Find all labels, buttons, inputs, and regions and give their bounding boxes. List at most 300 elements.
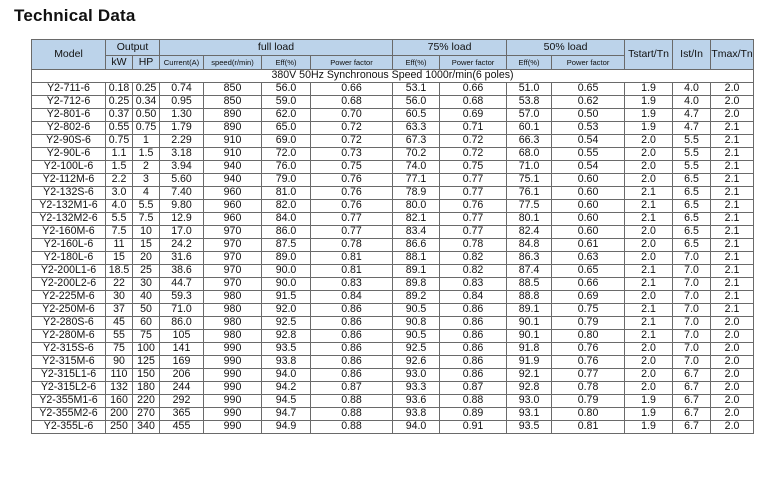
- cell-current: 12.9: [160, 213, 204, 226]
- cell-tstart: 2.0: [625, 343, 673, 356]
- cell-tmax: 2.0: [711, 96, 754, 109]
- cell-tmax: 2.1: [711, 161, 754, 174]
- cell-pf-50: 0.60: [552, 174, 625, 187]
- cell-pf-full: 0.72: [311, 122, 393, 135]
- cell-tstart: 2.1: [625, 213, 673, 226]
- header-tstart: Tstart/Tn: [625, 40, 673, 70]
- cell-eff-full: 92.5: [262, 317, 311, 330]
- cell-speed: 910: [204, 135, 262, 148]
- cell-current: 24.2: [160, 239, 204, 252]
- cell-pf-full: 0.76: [311, 187, 393, 200]
- cell-ist: 4.0: [673, 83, 711, 96]
- cell-ist: 7.0: [673, 278, 711, 291]
- cell-pf-75: 0.84: [440, 291, 507, 304]
- cell-eff-50: 82.4: [507, 226, 552, 239]
- cell-pf-50: 0.62: [552, 96, 625, 109]
- cell-eff-75: 93.6: [393, 395, 440, 408]
- cell-pf-75: 0.77: [440, 226, 507, 239]
- cell-tmax: 2.1: [711, 213, 754, 226]
- cell-kw: 2.2: [106, 174, 133, 187]
- cell-kw: 200: [106, 408, 133, 421]
- cell-eff-75: 94.0: [393, 421, 440, 434]
- cell-eff-75: 93.0: [393, 369, 440, 382]
- cell-pf-50: 0.79: [552, 395, 625, 408]
- cell-hp: 0.50: [133, 109, 160, 122]
- cell-pf-75: 0.78: [440, 239, 507, 252]
- cell-eff-50: 75.1: [507, 174, 552, 187]
- cell-eff-full: 62.0: [262, 109, 311, 122]
- cell-eff-full: 65.0: [262, 122, 311, 135]
- cell-current: 9.80: [160, 200, 204, 213]
- cell-pf-50: 0.53: [552, 122, 625, 135]
- cell-current: 44.7: [160, 278, 204, 291]
- cell-pf-75: 0.86: [440, 343, 507, 356]
- cell-tstart: 2.0: [625, 239, 673, 252]
- cell-pf-50: 0.60: [552, 187, 625, 200]
- cell-eff-full: 72.0: [262, 148, 311, 161]
- table-row: [32, 161, 754, 174]
- cell-kw: 55: [106, 330, 133, 343]
- cell-eff-50: 66.3: [507, 135, 552, 148]
- cell-model: Y2-280M-6: [32, 330, 106, 343]
- cell-pf-full: 0.81: [311, 252, 393, 265]
- technical-data-table: [31, 39, 754, 434]
- cell-tmax: 2.1: [711, 122, 754, 135]
- cell-hp: 125: [133, 356, 160, 369]
- header-row-groups: [32, 40, 754, 56]
- cell-pf-full: 0.70: [311, 109, 393, 122]
- cell-model: Y2-225M-6: [32, 291, 106, 304]
- cell-eff-50: 93.0: [507, 395, 552, 408]
- cell-pf-75: 0.91: [440, 421, 507, 434]
- table-row: [32, 109, 754, 122]
- cell-tstart: 1.9: [625, 122, 673, 135]
- cell-speed: 890: [204, 109, 262, 122]
- cell-kw: 0.75: [106, 135, 133, 148]
- cell-hp: 4: [133, 187, 160, 200]
- cell-eff-full: 94.2: [262, 382, 311, 395]
- cell-eff-50: 80.1: [507, 213, 552, 226]
- cell-kw: 0.18: [106, 83, 133, 96]
- cell-ist: 6.5: [673, 226, 711, 239]
- cell-eff-50: 91.8: [507, 343, 552, 356]
- cell-eff-full: 81.0: [262, 187, 311, 200]
- cell-kw: 18.5: [106, 265, 133, 278]
- cell-speed: 980: [204, 291, 262, 304]
- cell-model: Y2-200L1-6: [32, 265, 106, 278]
- cell-tmax: 2.1: [711, 291, 754, 304]
- cell-tstart: 2.1: [625, 317, 673, 330]
- cell-pf-50: 0.69: [552, 291, 625, 304]
- table-row: [32, 226, 754, 239]
- cell-speed: 960: [204, 200, 262, 213]
- header-full-load: full load: [160, 40, 393, 56]
- cell-eff-50: 89.1: [507, 304, 552, 317]
- header-output: Output: [106, 40, 160, 56]
- cell-current: 38.6: [160, 265, 204, 278]
- cell-hp: 3: [133, 174, 160, 187]
- header-speed: speed(r/min): [204, 56, 262, 70]
- cell-ist: 7.0: [673, 304, 711, 317]
- cell-tstart: 2.0: [625, 161, 673, 174]
- cell-hp: 1.5: [133, 148, 160, 161]
- cell-eff-full: 93.5: [262, 343, 311, 356]
- cell-speed: 940: [204, 161, 262, 174]
- cell-pf-full: 0.86: [311, 330, 393, 343]
- cell-eff-50: 92.1: [507, 369, 552, 382]
- table-row: [32, 356, 754, 369]
- table-row: [32, 278, 754, 291]
- cell-current: 365: [160, 408, 204, 421]
- cell-speed: 980: [204, 304, 262, 317]
- cell-eff-75: 56.0: [393, 96, 440, 109]
- cell-tmax: 2.0: [711, 83, 754, 96]
- cell-current: 206: [160, 369, 204, 382]
- table-row: [32, 304, 754, 317]
- cell-eff-50: 53.8: [507, 96, 552, 109]
- cell-eff-75: 93.3: [393, 382, 440, 395]
- cell-pf-full: 0.86: [311, 343, 393, 356]
- header-ist: Ist/In: [673, 40, 711, 70]
- cell-eff-75: 63.3: [393, 122, 440, 135]
- cell-eff-50: 87.4: [507, 265, 552, 278]
- header-pf-50: Power factor: [552, 56, 625, 70]
- table-row: [32, 317, 754, 330]
- cell-ist: 7.0: [673, 265, 711, 278]
- cell-hp: 0.75: [133, 122, 160, 135]
- cell-eff-full: 89.0: [262, 252, 311, 265]
- cell-pf-75: 0.69: [440, 109, 507, 122]
- cell-model: Y2-200L2-6: [32, 278, 106, 291]
- cell-ist: 7.0: [673, 343, 711, 356]
- cell-pf-50: 0.54: [552, 135, 625, 148]
- cell-speed: 990: [204, 382, 262, 395]
- cell-pf-50: 0.50: [552, 109, 625, 122]
- cell-kw: 15: [106, 252, 133, 265]
- cell-hp: 0.34: [133, 96, 160, 109]
- cell-pf-50: 0.75: [552, 304, 625, 317]
- cell-model: Y2-112M-6: [32, 174, 106, 187]
- cell-pf-75: 0.68: [440, 96, 507, 109]
- cell-speed: 990: [204, 395, 262, 408]
- cell-model: Y2-132S-6: [32, 187, 106, 200]
- cell-model: Y2-100L-6: [32, 161, 106, 174]
- cell-eff-75: 88.1: [393, 252, 440, 265]
- cell-pf-full: 0.78: [311, 239, 393, 252]
- cell-kw: 11: [106, 239, 133, 252]
- table-row: [32, 135, 754, 148]
- cell-current: 244: [160, 382, 204, 395]
- table-row: [32, 83, 754, 96]
- cell-hp: 1: [133, 135, 160, 148]
- cell-kw: 37: [106, 304, 133, 317]
- cell-eff-full: 59.0: [262, 96, 311, 109]
- cell-tstart: 2.0: [625, 148, 673, 161]
- cell-hp: 100: [133, 343, 160, 356]
- cell-tstart: 2.1: [625, 265, 673, 278]
- cell-ist: 4.7: [673, 109, 711, 122]
- cell-ist: 6.5: [673, 200, 711, 213]
- cell-pf-50: 0.63: [552, 252, 625, 265]
- cell-hp: 0.25: [133, 83, 160, 96]
- cell-pf-full: 0.88: [311, 395, 393, 408]
- cell-model: Y2-711-6: [32, 83, 106, 96]
- cell-eff-full: 56.0: [262, 83, 311, 96]
- table-row: [32, 174, 754, 187]
- cell-current: 105: [160, 330, 204, 343]
- cell-hp: 20: [133, 252, 160, 265]
- cell-eff-75: 77.1: [393, 174, 440, 187]
- cell-model: Y2-802-6: [32, 122, 106, 135]
- cell-pf-75: 0.83: [440, 278, 507, 291]
- cell-tstart: 1.9: [625, 109, 673, 122]
- cell-tstart: 2.0: [625, 135, 673, 148]
- cell-current: 2.29: [160, 135, 204, 148]
- cell-pf-50: 0.60: [552, 226, 625, 239]
- table-row: [32, 369, 754, 382]
- cell-eff-50: 90.1: [507, 317, 552, 330]
- cell-hp: 180: [133, 382, 160, 395]
- cell-kw: 250: [106, 421, 133, 434]
- table-body: [32, 70, 754, 434]
- cell-eff-full: 84.0: [262, 213, 311, 226]
- cell-tmax: 2.0: [711, 395, 754, 408]
- cell-pf-50: 0.76: [552, 343, 625, 356]
- cell-pf-full: 0.86: [311, 356, 393, 369]
- cell-eff-full: 76.0: [262, 161, 311, 174]
- cell-tmax: 2.0: [711, 330, 754, 343]
- cell-tstart: 2.1: [625, 304, 673, 317]
- cell-eff-50: 88.8: [507, 291, 552, 304]
- cell-pf-75: 0.77: [440, 213, 507, 226]
- table-row: [32, 213, 754, 226]
- header-tmax: Tmax/Tn: [711, 40, 754, 70]
- cell-kw: 22: [106, 278, 133, 291]
- cell-speed: 980: [204, 330, 262, 343]
- cell-pf-full: 0.86: [311, 304, 393, 317]
- cell-kw: 30: [106, 291, 133, 304]
- cell-speed: 970: [204, 226, 262, 239]
- cell-current: 71.0: [160, 304, 204, 317]
- table-row: [32, 200, 754, 213]
- cell-pf-75: 0.72: [440, 148, 507, 161]
- cell-model: Y2-315M-6: [32, 356, 106, 369]
- cell-pf-50: 0.78: [552, 382, 625, 395]
- cell-ist: 7.0: [673, 252, 711, 265]
- cell-tstart: 2.0: [625, 382, 673, 395]
- cell-ist: 6.5: [673, 174, 711, 187]
- cell-eff-75: 74.0: [393, 161, 440, 174]
- cell-speed: 960: [204, 187, 262, 200]
- cell-pf-50: 0.66: [552, 278, 625, 291]
- cell-kw: 90: [106, 356, 133, 369]
- cell-tmax: 2.1: [711, 226, 754, 239]
- header-model: Model: [32, 40, 106, 70]
- cell-pf-75: 0.82: [440, 265, 507, 278]
- cell-speed: 990: [204, 356, 262, 369]
- cell-tstart: 2.1: [625, 330, 673, 343]
- cell-pf-full: 0.87: [311, 382, 393, 395]
- cell-eff-50: 68.0: [507, 148, 552, 161]
- cell-model: Y2-712-6: [32, 96, 106, 109]
- cell-pf-75: 0.86: [440, 304, 507, 317]
- cell-current: 0.95: [160, 96, 204, 109]
- cell-pf-full: 0.88: [311, 408, 393, 421]
- cell-eff-50: 92.8: [507, 382, 552, 395]
- cell-tmax: 2.0: [711, 382, 754, 395]
- header-pf-75: Power factor: [440, 56, 507, 70]
- cell-pf-75: 0.87: [440, 382, 507, 395]
- cell-ist: 6.7: [673, 382, 711, 395]
- cell-hp: 10: [133, 226, 160, 239]
- cell-eff-full: 94.5: [262, 395, 311, 408]
- cell-eff-full: 91.5: [262, 291, 311, 304]
- cell-pf-75: 0.86: [440, 369, 507, 382]
- cell-pf-75: 0.66: [440, 83, 507, 96]
- cell-kw: 160: [106, 395, 133, 408]
- cell-tstart: 2.0: [625, 369, 673, 382]
- cell-ist: 4.7: [673, 122, 711, 135]
- cell-pf-full: 0.84: [311, 291, 393, 304]
- cell-eff-full: 92.8: [262, 330, 311, 343]
- cell-current: 7.40: [160, 187, 204, 200]
- cell-eff-50: 76.1: [507, 187, 552, 200]
- cell-eff-50: 93.5: [507, 421, 552, 434]
- cell-tmax: 2.0: [711, 109, 754, 122]
- cell-hp: 7.5: [133, 213, 160, 226]
- cell-ist: 7.0: [673, 356, 711, 369]
- cell-eff-50: 84.8: [507, 239, 552, 252]
- table-row: [32, 291, 754, 304]
- cell-eff-75: 89.8: [393, 278, 440, 291]
- cell-eff-75: 86.6: [393, 239, 440, 252]
- header-hp: HP: [133, 56, 160, 70]
- cell-hp: 40: [133, 291, 160, 304]
- cell-eff-50: 93.1: [507, 408, 552, 421]
- cell-pf-full: 0.88: [311, 421, 393, 434]
- cell-eff-75: 89.1: [393, 265, 440, 278]
- cell-pf-75: 0.71: [440, 122, 507, 135]
- cell-model: Y2-355L-6: [32, 421, 106, 434]
- cell-model: Y2-355M1-6: [32, 395, 106, 408]
- cell-pf-50: 0.81: [552, 421, 625, 434]
- cell-hp: 5.5: [133, 200, 160, 213]
- cell-pf-75: 0.76: [440, 200, 507, 213]
- cell-hp: 50: [133, 304, 160, 317]
- cell-eff-75: 67.3: [393, 135, 440, 148]
- cell-kw: 110: [106, 369, 133, 382]
- cell-current: 31.6: [160, 252, 204, 265]
- cell-pf-50: 0.60: [552, 200, 625, 213]
- cell-pf-50: 0.54: [552, 161, 625, 174]
- cell-hp: 220: [133, 395, 160, 408]
- cell-current: 1.79: [160, 122, 204, 135]
- cell-tmax: 2.1: [711, 304, 754, 317]
- cell-tstart: 2.0: [625, 226, 673, 239]
- cell-pf-50: 0.55: [552, 148, 625, 161]
- cell-ist: 6.5: [673, 187, 711, 200]
- table-row: [32, 382, 754, 395]
- cell-current: 3.18: [160, 148, 204, 161]
- cell-eff-50: 71.0: [507, 161, 552, 174]
- cell-tmax: 2.1: [711, 187, 754, 200]
- cell-ist: 6.5: [673, 213, 711, 226]
- header-kw: kW: [106, 56, 133, 70]
- cell-speed: 960: [204, 213, 262, 226]
- cell-eff-75: 83.4: [393, 226, 440, 239]
- cell-hp: 2: [133, 161, 160, 174]
- cell-pf-full: 0.81: [311, 265, 393, 278]
- cell-kw: 5.5: [106, 213, 133, 226]
- cell-kw: 1.1: [106, 148, 133, 161]
- cell-tmax: 2.0: [711, 343, 754, 356]
- cell-eff-75: 93.8: [393, 408, 440, 421]
- cell-ist: 7.0: [673, 291, 711, 304]
- cell-model: Y2-315S-6: [32, 343, 106, 356]
- cell-ist: 7.0: [673, 330, 711, 343]
- cell-tstart: 1.9: [625, 96, 673, 109]
- table-row: [32, 239, 754, 252]
- cell-eff-full: 94.7: [262, 408, 311, 421]
- cell-speed: 850: [204, 83, 262, 96]
- cell-speed: 990: [204, 343, 262, 356]
- cell-hp: 340: [133, 421, 160, 434]
- cell-ist: 6.5: [673, 239, 711, 252]
- cell-speed: 890: [204, 122, 262, 135]
- cell-eff-full: 90.0: [262, 265, 311, 278]
- cell-pf-75: 0.77: [440, 187, 507, 200]
- cell-pf-full: 0.86: [311, 317, 393, 330]
- header-eff-full: Eff(%): [262, 56, 311, 70]
- cell-kw: 4.0: [106, 200, 133, 213]
- cell-model: Y2-315L2-6: [32, 382, 106, 395]
- cell-current: 5.60: [160, 174, 204, 187]
- cell-pf-50: 0.77: [552, 369, 625, 382]
- cell-tmax: 2.1: [711, 239, 754, 252]
- cell-current: 169: [160, 356, 204, 369]
- cell-speed: 980: [204, 317, 262, 330]
- cell-kw: 0.37: [106, 109, 133, 122]
- cell-speed: 990: [204, 369, 262, 382]
- cell-eff-50: 77.5: [507, 200, 552, 213]
- cell-kw: 132: [106, 382, 133, 395]
- cell-pf-75: 0.82: [440, 252, 507, 265]
- banner-row: [32, 70, 754, 83]
- cell-speed: 970: [204, 239, 262, 252]
- cell-model: Y2-90S-6: [32, 135, 106, 148]
- cell-eff-50: 88.5: [507, 278, 552, 291]
- cell-eff-75: 90.5: [393, 330, 440, 343]
- cell-model: Y2-160M-6: [32, 226, 106, 239]
- cell-pf-full: 0.72: [311, 135, 393, 148]
- cell-current: 3.94: [160, 161, 204, 174]
- table-row: [32, 265, 754, 278]
- header-50-load: 50% load: [507, 40, 625, 56]
- page-title: Technical Data: [14, 6, 136, 25]
- cell-eff-75: 90.5: [393, 304, 440, 317]
- cell-pf-75: 0.72: [440, 135, 507, 148]
- cell-speed: 990: [204, 408, 262, 421]
- cell-tstart: 2.1: [625, 278, 673, 291]
- cell-eff-75: 78.9: [393, 187, 440, 200]
- header-75-load: 75% load: [393, 40, 507, 56]
- table-row: [32, 122, 754, 135]
- cell-tmax: 2.0: [711, 369, 754, 382]
- cell-pf-full: 0.75: [311, 161, 393, 174]
- table-row: [32, 343, 754, 356]
- cell-ist: 6.7: [673, 369, 711, 382]
- cell-eff-50: 90.1: [507, 330, 552, 343]
